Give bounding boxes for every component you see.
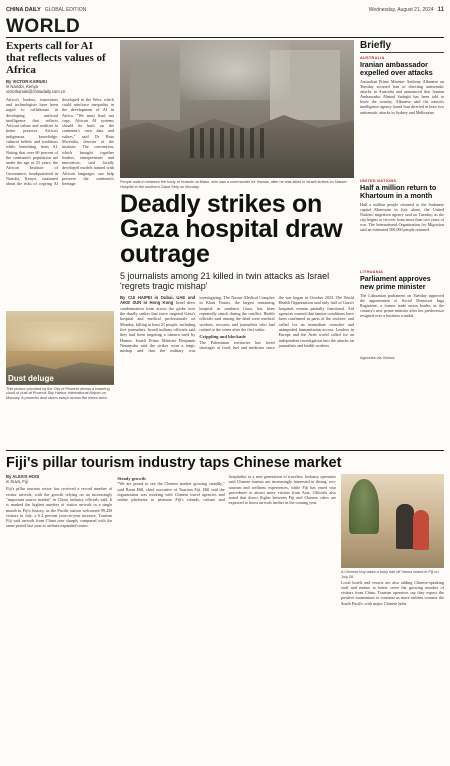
photo-building-left bbox=[130, 65, 180, 120]
brief-title[interactable]: Half a million return to Khartoum in a month bbox=[360, 183, 437, 200]
fiji-subhead: Steady growth bbox=[117, 476, 146, 481]
dust-caption: This picture provided by the City of Phoenix shows a towering cloud of dust at Phoenix Sky Harbor International Airport on Monday. A powerful dust storm swept across the metro area. bbox=[6, 386, 110, 401]
photo-tree bbox=[349, 479, 379, 534]
edition-label: GLOBAL EDITION bbox=[44, 7, 87, 13]
fiji-body-1: Fiji's pillar tourism sector has received a record number of visitor arrivals, with the growth relying on an increasingly "important source market" in China, industry officials said. It is marked the highest number of visitor arrivals in a single month in Fiji's history, as the Pacific nation welcomed 99,438 visitors in July, a 6.4 percent year-on-year increase. Tourism Fiji said arrivals from China rose sharply compared with the same period last year as airlines expanded routes. bbox=[6, 486, 113, 529]
experts-byline-name: By VICTOR KARIUKI bbox=[6, 79, 47, 84]
brief-body: Australian Prime Minister Anthony Albanese on Tuesday accused Iran of directing antisemitic attacks in Australia and announced that Iranian Ambassador Ahmad Sadeghi has been told to leave the country. Albanese said the nation's intelligence agency found Iran directed at least two antisemitic attacks in Sydney and Melbourne. bbox=[360, 79, 444, 115]
experts-byline bbox=[6, 79, 114, 95]
gaza-subhead-2: Crippling and blockade bbox=[199, 334, 246, 340]
gaza-byline-text: By CUI HAIPEI in Dubai, UAE and AIKE SUN in Hong Kong bbox=[120, 295, 196, 306]
right-column bbox=[360, 40, 444, 360]
fiji-mid-column bbox=[117, 474, 336, 766]
fiji-left-column bbox=[6, 474, 112, 766]
fiji-columns bbox=[6, 474, 444, 766]
brief-item-un bbox=[360, 179, 444, 270]
dust-haze bbox=[6, 321, 114, 351]
gaza-photo-caption: People walk in between the body of Hussein al-Masri, who was a commander for Hamas, after he was killed in Israeli strikes on Nasser Hospital in the southern Gaza Strip on Monday. bbox=[120, 180, 347, 189]
dust-photo-title: Dust deluge bbox=[8, 373, 54, 383]
tourist-photo-caption: A Chinese boy takes a busy ride off Vanua Island in Fiji on July 28. bbox=[341, 570, 439, 579]
page-number: 11 bbox=[437, 7, 444, 13]
experts-headline[interactable]: Experts call for AI that reflects values of Africa bbox=[6, 40, 106, 76]
section-title: WORLD bbox=[6, 16, 81, 37]
photo-person bbox=[396, 504, 414, 549]
gaza-body-text-2: The Palestinian territories has faced shortages of food, fuel and medicine since the war began in October 2023. The World Health Organization said only half of Gaza's hospitals remain partially functional. Aid agencies warned that famine conditions have been confirmed in parts of the enclave, and called for an immediate ceasefire and unimpeded humanitarian access. Leaders in Europe and the Arab world called for an independent investigation into the attacks on journalists and health workers. bbox=[199, 295, 354, 350]
brief-item-australia bbox=[360, 56, 444, 179]
masthead bbox=[6, 4, 444, 16]
gaza-subheadline: 5 journalists among 21 killed in twin attacks as Israel 'regrets tragic mishap' bbox=[120, 271, 330, 292]
gaza-headline[interactable]: Deadly strikes on Gaza hospital draw outrage bbox=[120, 190, 343, 269]
fiji-byline-place: in Suva, Fiji bbox=[6, 479, 28, 485]
fiji-body-2 bbox=[117, 474, 336, 760]
center-column bbox=[120, 40, 354, 513]
brief-item-lithuania bbox=[360, 270, 444, 356]
brief-body: Half a million people returned to the Sudanese capital Khartoum in July alone, the United Nations' migration agency said on Tuesday, as the city begins to recover from more than two years of war. The International Organization for Migration said an estimated 500,000 people returned. bbox=[360, 202, 444, 233]
experts-byline-email[interactable]: victorkariuki@chinadaily.com.cn bbox=[6, 89, 66, 95]
left-column bbox=[6, 40, 114, 401]
fiji-byline-name: By ALEXIS HOOI bbox=[6, 474, 40, 479]
fiji-headline[interactable]: Fiji's pillar tourism industry taps Chinese market bbox=[6, 455, 342, 471]
briefly-heading: Briefly bbox=[360, 40, 444, 53]
photo-person-2 bbox=[413, 510, 429, 550]
brief-body: The Lithuanian parliament on Tuesday approved the appointment of Social Democrat Inga Ruginiene, a former trade union leader, as the country's new prime minister after her predecessor resigned over a business scandal. bbox=[360, 293, 444, 319]
photo-smoke bbox=[180, 40, 290, 100]
paper-name[interactable]: CHINA DAILY bbox=[6, 7, 41, 13]
brief-title[interactable]: Iranian ambassador expelled over attacks bbox=[360, 60, 433, 77]
gaza-photo[interactable] bbox=[120, 40, 354, 178]
brief-country: AUSTRALIA bbox=[360, 56, 385, 60]
brief-country: UNITED NATIONS bbox=[360, 179, 397, 183]
fiji-right-column bbox=[341, 474, 444, 766]
agencies-credit: Agencies via Xinhua bbox=[360, 356, 395, 360]
gaza-body-text: Israel drew condemnation from across the globe over the deadly strikes that twice targeted Gaza's hospital and medical professionals on Monday, killing at least 21 people, including five journalists. Israeli military officials said they had been targeting a camera used by Hamas. Israeli Prime Minister Benjamin Netanyahu said the strikes were a tragic mishap and that the military was investigating. The Nasser Medical Complex in Khan Younis, the largest remaining hospital in southern Gaza, has been repeatedly struck during the conflict. Health officials said among the dead were medical workers, rescuers and journalists who had rushed to the scene after the first strike. bbox=[120, 295, 275, 354]
issue-date: Wednesday, August 21, 2024 bbox=[368, 7, 434, 13]
experts-byline-place: in Nairobi, Kenya bbox=[6, 84, 38, 90]
experts-body: Africa's leaders, innovators and technologists have been urged to collaborate in developing artificial intelligence that reflects African values and realities to better preserve Africa's indigenous knowledge, cultural beliefs and traditions while benefiting from AI. Noting that over 60 percent of the continent's population are under the age of 25 years, the African Institute of Governance, headquartered in Nairobi, Kenya, cautioned about the risks of copying AI developed in the West, which could reinforce inequality in the development of AI in Africa. "We must lead, not copy. African AI systems should be built on the continent's own data and values," said Dr Ruto Mwendia, director of the institute. The convention, which brought together leaders, entrepreneurs and innovators, said locally developed models trained with African languages can help preserve the continent's heritage. bbox=[6, 96, 114, 187]
section-header bbox=[6, 16, 444, 38]
fiji-body-2-text: "We are proud to see the Chinese market growing steadily," said Brent Hill, chief executive of Tourism Fiji. Hill said the organization was working with Chinese travel agencies and online platforms to promote Fiji's islands, culture and hospitality to a new generation of travelers. Industry operators said Chinese tourists are increasingly interested in diving, eco-tourism and wellness experiences, while Fiji has eased visa procedures to attract more visitors from Asia. Officials also noted that direct flights between Fiji and Chinese cities are expected to boost arrivals further in the coming year. bbox=[117, 474, 336, 506]
photo-people bbox=[190, 128, 270, 158]
fiji-section bbox=[6, 450, 444, 766]
brief-country: LITHUANIA bbox=[360, 270, 384, 274]
dust-storm-photo[interactable] bbox=[6, 311, 114, 385]
brief-title[interactable]: Parliament approves new prime minister bbox=[360, 274, 431, 291]
fiji-body-3: Local hotels and resorts are also adding Chinese-speaking staff and menus to better serve the growing number of visitors from China. Tourism operators say they expect the positive momentum to continue as more airlines connect the South Pacific with major Chinese hubs. bbox=[341, 579, 444, 606]
fiji-byline bbox=[6, 474, 112, 484]
tourist-photo[interactable] bbox=[341, 474, 444, 568]
content-area bbox=[6, 40, 444, 747]
